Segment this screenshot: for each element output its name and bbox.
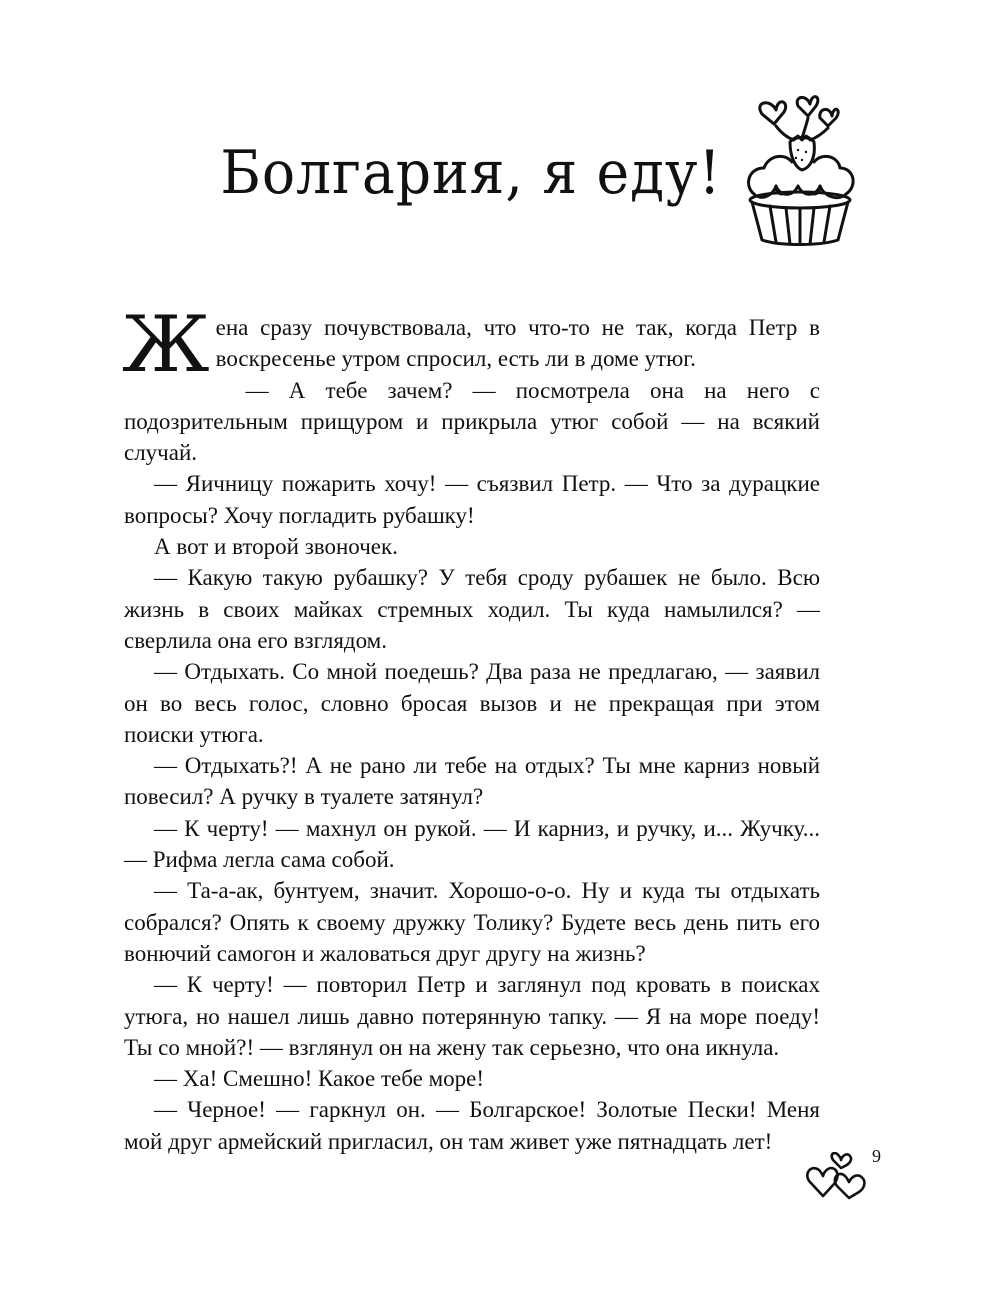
hearts-icon	[805, 1152, 871, 1200]
first-paragraph	[122, 300, 820, 390]
paragraph: А вот и второй звоночек.	[154, 534, 398, 560]
chapter-body	[122, 300, 820, 1157]
paragraph: — А тебе зачем? — посмотрела она на него с подозрительным прищуром и прикрыла утюг собой — на всякий случай.	[124, 377, 820, 466]
paragraph: — К черту! — повторил Петр и заглянул под кровать в поисках утюга, но нашел лишь давно потерянную тапку. — Я на море поеду! Ты со мной?! — взглянул он на жену так серьезно, что она икнула.	[124, 972, 820, 1060]
first-paragraph-text: ена сразу почувствовала, что что-то не так, когда Петр в воскресенье утром спросил, есть ли в доме утюг.	[215, 315, 820, 372]
cupcake-icon	[740, 90, 860, 250]
paragraph: — Отдыхать?! А не рано ли тебе на отдых? Ты мне карниз новый повесил? А ручку в туалете затянул?	[124, 753, 820, 810]
chapter-title: Болгария, я еду!	[220, 138, 722, 208]
paragraph: — Отдыхать. Со мной поедешь? Два раза не предлагаю, — заявил он во весь голос, словно бросая вызов и не прекращая при этом поиски утюга.	[124, 659, 820, 747]
paragraph: — К черту! — махнул он рукой. — И карниз, и ручку, и... Жучку... — Рифма легла сама собой.	[124, 815, 820, 873]
paragraph: — Ха! Смешно! Какое тебе море!	[154, 1066, 485, 1092]
paragraph: — Яичницу пожарить хочу! — съязвил Петр. — Что за дурацкие вопросы? Хочу погладить рубашку!	[124, 471, 820, 528]
paragraph: — Черное! — гаркнул он. — Болгарское! Золотые Пески! Меня мой друг армейский пригласил, он там живет уже пятнадцать лет!	[124, 1097, 820, 1154]
paragraph: — Какую такую рубашку? У тебя сроду рубашек не было. Всю жизнь в своих майках стремных ходил. Ты куда намылился? — сверлила она его взглядом.	[124, 565, 820, 653]
drop-cap: Ж	[122, 300, 210, 390]
page-number: 9	[872, 1146, 881, 1166]
paragraph: — Та-а-ак, бунтуем, значит. Хорошо-о-о. Ну и куда ты отдыхать собрался? Опять к своему дружку Толику? Будете весь день пить его вонючий самогон и жаловаться друг другу на жизнь?	[124, 878, 820, 966]
